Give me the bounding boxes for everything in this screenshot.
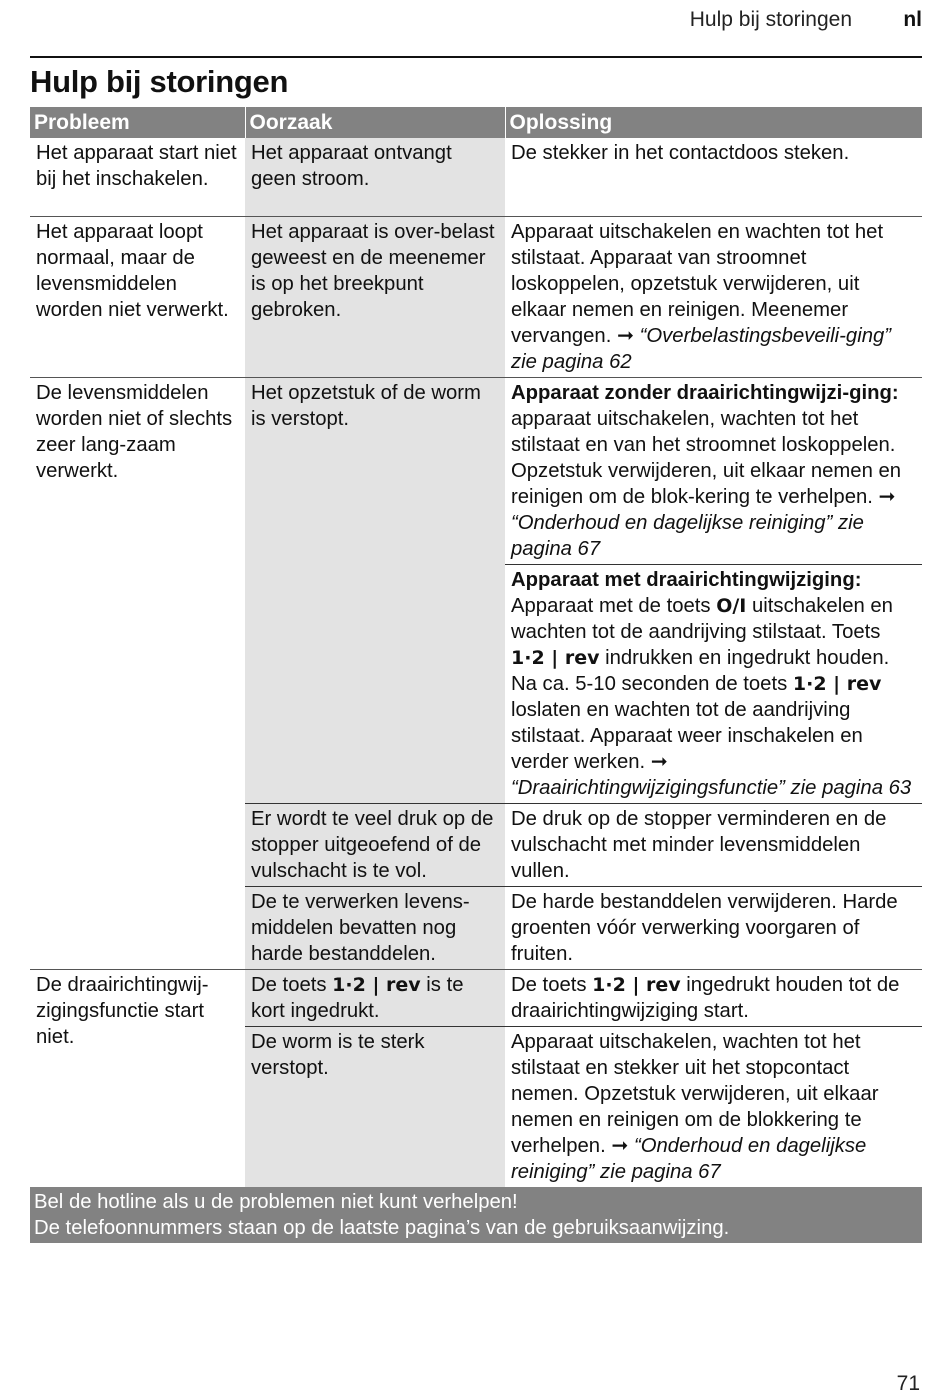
rev-key-symbol: 1·2 | rev <box>592 974 681 996</box>
hotline-notice <box>30 1187 922 1243</box>
solution-cell <box>505 565 922 804</box>
cause-cell <box>245 970 505 1027</box>
running-title: Hulp bij storingen <box>689 8 852 31</box>
solution-cell <box>505 217 922 378</box>
rev-key-symbol: 1·2 | rev <box>332 974 421 996</box>
problem-cell: De levensmiddelen worden niet of slechts zeer lang-zaam verwerkt. <box>30 378 245 970</box>
solution-heading: Apparaat zonder draairichtingwijzi-ging: <box>511 382 899 404</box>
arrow-right-icon: ➞ <box>611 1135 629 1157</box>
arrow-right-icon: ➞ <box>617 325 634 347</box>
solution-text: ingedrukt houden tot de draairichtingwijziging start. <box>511 974 900 1022</box>
solution-text: Apparaat uitschakelen en wachten tot het stilstaat. Apparaat van stroomnet loskoppelen, opzetstuk verwijderen, uit elkaar nemen en reinigen. Meenemer vervangen. <box>511 221 884 347</box>
running-header <box>30 4 922 34</box>
page-reference: “Draairichtingwijzigingsfunctie” zie pagina 63 <box>511 777 912 799</box>
page-number: 71 <box>896 1372 920 1395</box>
solution-cell <box>505 1027 922 1188</box>
cause-cell: Het apparaat is over-belast geweest en de meenemer is op het breekpunt gebroken. <box>245 217 505 378</box>
column-header-solution: Oplossing <box>505 107 922 138</box>
header-rule <box>30 56 922 58</box>
hotline-line-1: Bel de hotline als u de problemen niet kunt verhelpen! <box>34 1191 518 1213</box>
solution-text: De toets <box>511 974 587 996</box>
hotline-line-2: De telefoonnummers staan op de laatste pagina’s van de gebruiksaanwijzing. <box>34 1217 730 1239</box>
solution-cell: De harde bestanddelen verwijderen. Harde groenten vóór verwerking voorgaren of fruiten. <box>505 887 922 970</box>
language-code: nl <box>903 8 922 31</box>
solution-cell <box>505 378 922 565</box>
table-row <box>30 217 922 378</box>
solution-cell: De druk op de stopper verminderen en de vulschacht met minder levensmiddelen vullen. <box>505 804 922 887</box>
table-row <box>30 378 922 565</box>
rev-key-symbol: 1·2 | rev <box>511 647 600 669</box>
problem-cell: Het apparaat loopt normaal, maar de levensmiddelen worden niet verwerkt. <box>30 217 245 378</box>
cause-cell: Het opzetstuk of de worm is verstopt. <box>245 378 505 804</box>
table-row <box>30 970 922 1027</box>
arrow-right-icon: ➞ <box>650 751 668 773</box>
cause-cell: De worm is te sterk verstopt. <box>245 1027 505 1188</box>
solution-heading: Apparaat met draairichtingwijziging: <box>511 569 862 591</box>
cause-cell: Het apparaat ontvangt geen stroom. <box>245 138 505 217</box>
page-reference: “Overbelastingsbeveili-ging” zie pagina 62 <box>511 325 892 373</box>
solution-text: indrukken en ingedrukt houden. Na ca. 5-10 seconden de toets <box>511 647 890 695</box>
cause-text: De toets <box>251 974 327 996</box>
arrow-right-icon: ➞ <box>878 486 896 508</box>
solution-cell: De stekker in het contactdoos steken. <box>505 138 922 217</box>
table-header-row <box>30 107 922 138</box>
column-header-cause: Oorzaak <box>245 107 505 138</box>
solution-text: loslaten en wachten tot de aandrijving stilstaat. Apparaat weer inschakelen en verder werken. <box>511 699 863 773</box>
on-off-key-symbol: O/I <box>716 595 747 617</box>
rev-key-symbol: 1·2 | rev <box>792 673 882 695</box>
column-header-problem: Probleem <box>30 107 245 138</box>
solution-text: Apparaat met de toets <box>511 595 711 617</box>
solution-text: uitschakelen en wachten tot de aandrijving stilstaat. Toets <box>511 595 893 643</box>
troubleshooting-table <box>30 107 922 1243</box>
cause-text: is te kort ingedrukt. <box>251 974 464 1022</box>
solution-cell <box>505 970 922 1027</box>
solution-text: Apparaat uitschakelen, wachten tot het stilstaat en stekker uit het stopcontact nemen. Opzetstuk verwijderen, uit elkaar nemen en reinigen om de blokkering te verhelpen. <box>511 1031 879 1157</box>
cause-cell: De te verwerken levens-middelen bevatten nog harde bestanddelen. <box>245 887 505 970</box>
problem-cell: Het apparaat start niet bij het inschakelen. <box>30 138 245 217</box>
problem-cell: De draairichtingwij-zigingsfunctie start niet. <box>30 970 245 1188</box>
hotline-cell <box>30 1187 922 1243</box>
page-reference: “Onderhoud en dagelijkse reiniging” zie pagina 67 <box>511 1135 867 1183</box>
solution-text: apparaat uitschakelen, wachten tot het stilstaat en van het stroomnet loskoppelen. Opzetstuk verwijderen, uit elkaar nemen en reinigen om de blok-kering te verhelpen. <box>511 408 902 508</box>
table-row <box>30 138 922 217</box>
cause-cell: Er wordt te veel druk op de stopper uitgeoefend of de vulschacht is te vol. <box>245 804 505 887</box>
page-title: Hulp bij storingen <box>30 64 289 99</box>
page-reference: “Onderhoud en dagelijkse reiniging” zie pagina 67 <box>511 512 864 560</box>
